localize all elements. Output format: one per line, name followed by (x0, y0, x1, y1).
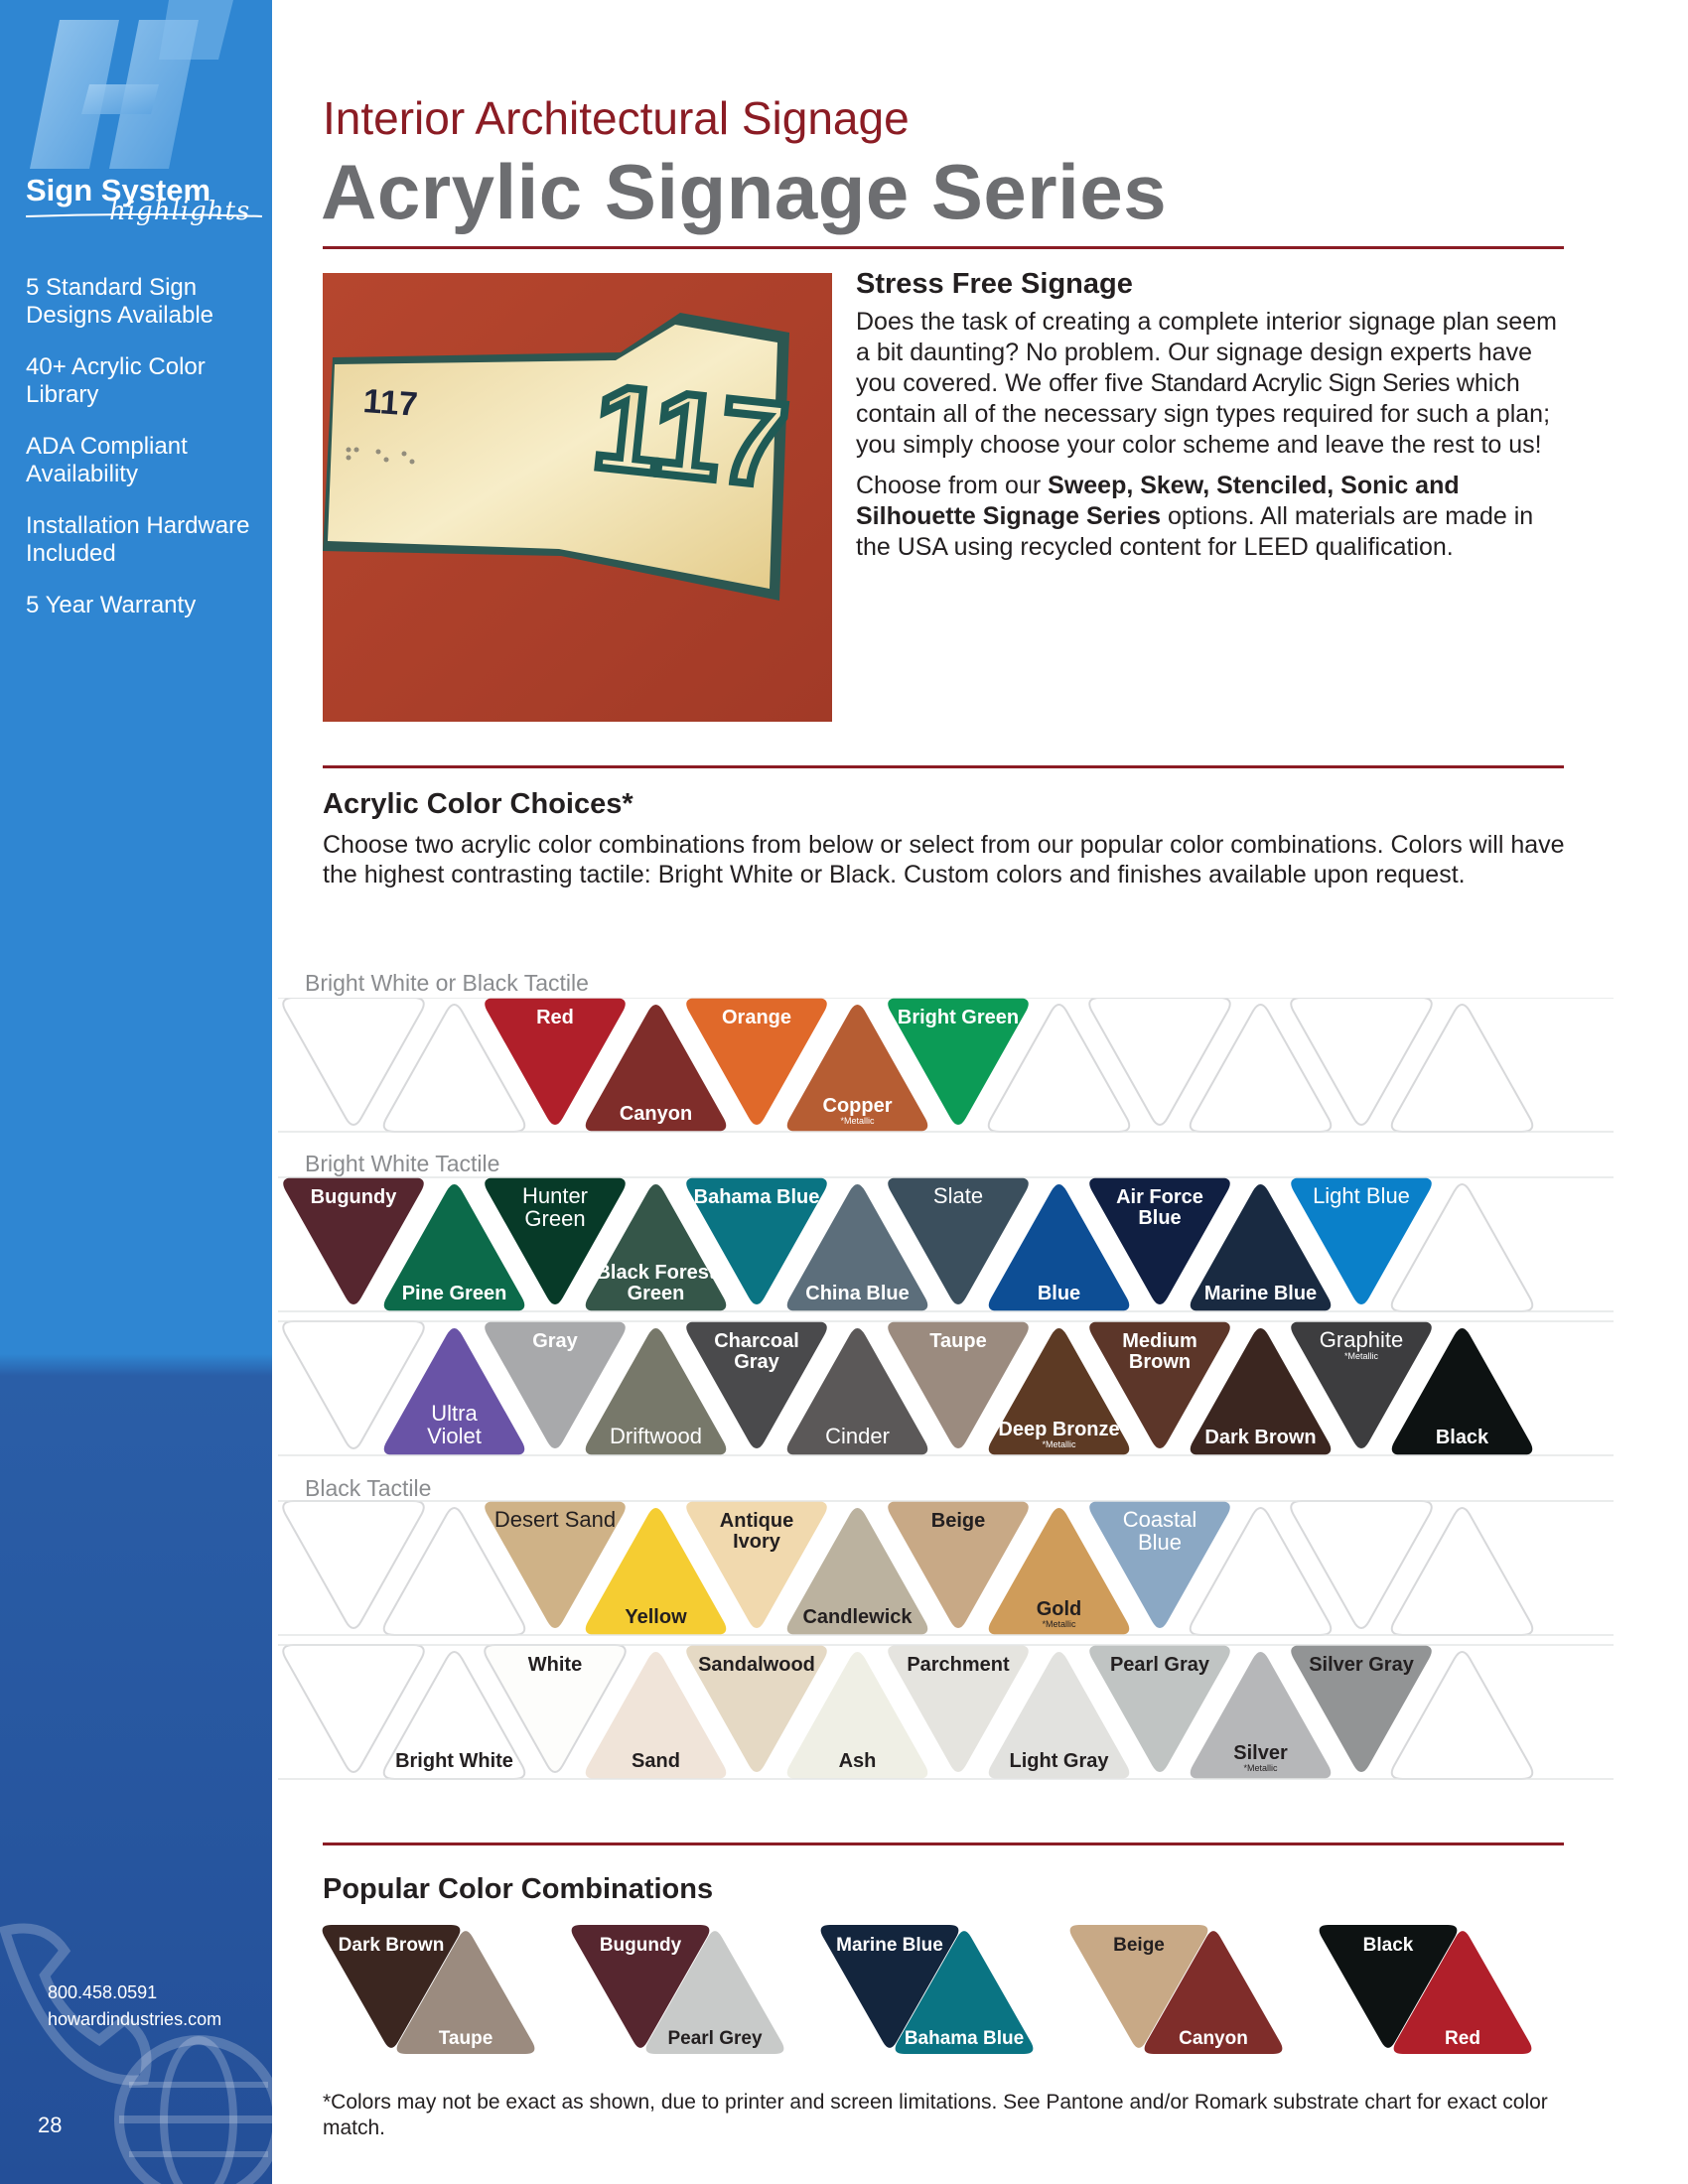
swatch-label: Medium (1122, 1330, 1197, 1352)
empty-swatch-outline (1191, 1005, 1332, 1132)
swatch-label: Hunter (521, 1183, 589, 1208)
swatch-label: Pine Green (401, 1283, 507, 1304)
swatch-label: Dark Brown (1204, 1427, 1317, 1448)
intro-section (856, 268, 1571, 573)
combo-label: Black (1362, 1935, 1414, 1956)
swatch-label: Bright Green (897, 1007, 1020, 1028)
swatch-label: Candlewick (802, 1606, 913, 1628)
metallic-note: *Metallic (1042, 1619, 1076, 1629)
swatch-label: China Blue (805, 1283, 910, 1304)
choices-description: Choose two acrylic color combinations from below or select from our popular color combinations. Colors will have the highest contrasting tactile: Bright White or Black. Custom colors and finishes available upon request. (323, 831, 1565, 888)
combo-label: Red (1445, 2028, 1480, 2049)
popular-heading: Popular Color Combinations (323, 1873, 714, 1905)
contact-info (48, 1979, 221, 2033)
series-options: Sweep, Skew, Stenciled, Sonic and Silhouette Signage Series (856, 472, 1460, 530)
swatch-label: Black (1435, 1427, 1489, 1448)
phone-number: 800.458.0591 (48, 1982, 158, 2002)
sign-number-small: 117 (361, 382, 419, 424)
combo-label: Marine Blue (836, 1935, 943, 1956)
swatch-label: Sandalwood (698, 1654, 815, 1676)
empty-swatch-outline (1392, 1508, 1533, 1635)
swatch-label: Light Gray (1009, 1750, 1109, 1772)
swatch-label: Green (627, 1283, 685, 1304)
swatch-label: Beige (930, 1510, 986, 1532)
swatch-label: Marine Blue (1203, 1283, 1318, 1304)
swatch-label: Air Force (1116, 1186, 1203, 1208)
metallic-note: *Metallic (1042, 1439, 1076, 1449)
swatch-label: Pearl Gray (1109, 1654, 1210, 1676)
swatch-label: Green (524, 1206, 586, 1231)
swatch-label: Orange (721, 1007, 792, 1028)
text-run: options. All materials are made in the USA using recycled content for LEED qualification. (856, 502, 1534, 561)
combo-label: Bugundy (599, 1935, 682, 1956)
combo-beige-canyon (1070, 1925, 1283, 2054)
swatch-label: Blue (1137, 1530, 1183, 1555)
swatch-label: Silver (1233, 1742, 1288, 1764)
swatch-label: Bahama Blue (693, 1186, 820, 1208)
swatch-label: Blue (1037, 1283, 1081, 1304)
empty-swatch-outline (1089, 998, 1230, 1125)
page-subtitle: Interior Architectural Signage (323, 92, 910, 144)
text-run: Does the task of creating a complete interior signage plan seem a bit daunting? No problem. Our signage design experts have you covered. We offer five (856, 308, 1557, 397)
empty-swatch-outline (1291, 998, 1432, 1125)
highlight-item: 5 Year Warranty (26, 592, 197, 618)
website-url: howardindustries.com (48, 2009, 222, 2029)
brand-underline (26, 210, 264, 224)
swatch-label: Antique (719, 1510, 794, 1532)
intro-heading: Stress Free Signage (856, 268, 1133, 300)
intro-paragraph-1 (856, 307, 1571, 461)
swatch-label: Sand (632, 1750, 680, 1772)
combo-black-red (1320, 1925, 1532, 2054)
swatch-label: Black Forest (596, 1262, 716, 1284)
swatch-label: Bugundy (310, 1186, 397, 1208)
color-swatch-grid (278, 998, 1618, 1792)
brand-title: Sign System (26, 173, 211, 207)
text-run: Choose from our (856, 472, 1049, 499)
swatch-label: Ash (838, 1750, 877, 1772)
combo-marine-blue-bahama-blue (821, 1925, 1034, 2054)
swatch-label: Ultra (431, 1401, 478, 1426)
highlight-item: Installation Hardware Included (26, 512, 250, 567)
swatch-label: Violet (427, 1424, 482, 1448)
sign-number-large: 117 (588, 359, 793, 513)
empty-swatch-outline (283, 1501, 424, 1628)
swatch-label: Deep Bronze (998, 1419, 1120, 1440)
divider (323, 1843, 1564, 1845)
swatch-label: Red (536, 1007, 574, 1028)
combo-bugundy-pearl-grey (572, 1925, 784, 2054)
metallic-note: *Metallic (840, 1116, 875, 1126)
highlights-list (26, 274, 264, 643)
combo-label: Pearl Grey (667, 2028, 763, 2049)
metallic-note: *Metallic (1243, 1763, 1278, 1773)
page-number: 28 (38, 2113, 63, 2137)
combo-label: Dark Brown (338, 1935, 445, 1956)
combo-label: Bahama Blue (904, 2028, 1025, 2049)
text-run: which contain all of the necessary sign types required for such a plan; you simply choose your color scheme and leave the rest to us! (856, 369, 1551, 459)
swatch-label: White (527, 1654, 583, 1676)
swatch-label: Graphite (1319, 1327, 1404, 1352)
sidebar (0, 0, 272, 2184)
empty-swatch-outline (1291, 1501, 1432, 1628)
label-black-tactile: Black Tactile (305, 1475, 432, 1501)
swatch-label: Cinder (825, 1424, 890, 1448)
swatch-label: Gold (1036, 1598, 1082, 1620)
intro-paragraph-2 (856, 471, 1571, 563)
swatch-label: Copper (822, 1095, 893, 1117)
metallic-note: *Metallic (1343, 1351, 1379, 1361)
combo-label: Canyon (1179, 2028, 1248, 2049)
highlight-item: ADA Compliant Availability (26, 433, 188, 487)
swatch-label: Gray (734, 1351, 779, 1373)
sign-photo (323, 273, 832, 722)
brand-subtitle: highlights (109, 197, 251, 226)
swatch-label: Canyon (619, 1103, 693, 1125)
swatch-label: Driftwood (610, 1424, 702, 1448)
swatch-label: Yellow (625, 1606, 687, 1628)
swatch-label: Desert Sand (493, 1507, 617, 1532)
popular-combinations (318, 1921, 1599, 2060)
swatch-label: Blue (1138, 1207, 1182, 1229)
phone-globe-decoration (0, 1921, 272, 2184)
combo-label: Taupe (438, 2028, 493, 2049)
swatch-label: Gray (532, 1330, 578, 1352)
empty-swatch-outline (283, 998, 424, 1125)
company-logo (20, 0, 248, 189)
swatch-label: Brown (1128, 1351, 1192, 1373)
label-white-tactile: Bright White Tactile (305, 1151, 500, 1176)
divider (323, 246, 1564, 249)
swatch-label: Charcoal (714, 1330, 799, 1352)
page-title: Acrylic Signage Series (321, 148, 1168, 235)
swatch-label: Taupe (929, 1330, 987, 1352)
series-name: Standard Acrylic Sign Series (1150, 369, 1450, 397)
choices-heading: Acrylic Color Choices* (323, 788, 633, 820)
swatch-label: Silver Gray (1309, 1654, 1414, 1676)
swatch-label: Bright White (395, 1750, 513, 1772)
highlight-item: 40+ Acrylic Color Library (26, 353, 206, 408)
empty-swatch-outline (1392, 1005, 1533, 1132)
swatch-label: Parchment (907, 1654, 1010, 1676)
combo-dark-brown-taupe (323, 1925, 535, 2054)
combo-label: Beige (1113, 1935, 1165, 1956)
label-both-tactile: Bright White or Black Tactile (305, 970, 589, 996)
footnote: *Colors may not be exact as shown, due to printer and screen limitations. See Pantone and/or Romark substrate chart for exact color match. (323, 2091, 1548, 2139)
swatch-label: Light Blue (1313, 1183, 1410, 1208)
divider (323, 765, 1564, 768)
highlight-item: 5 Standard Sign Designs Available (26, 274, 214, 329)
swatch-label: Ivory (733, 1531, 780, 1553)
swatch-label: Slate (932, 1183, 984, 1208)
swatch-label: Coastal (1122, 1507, 1197, 1532)
